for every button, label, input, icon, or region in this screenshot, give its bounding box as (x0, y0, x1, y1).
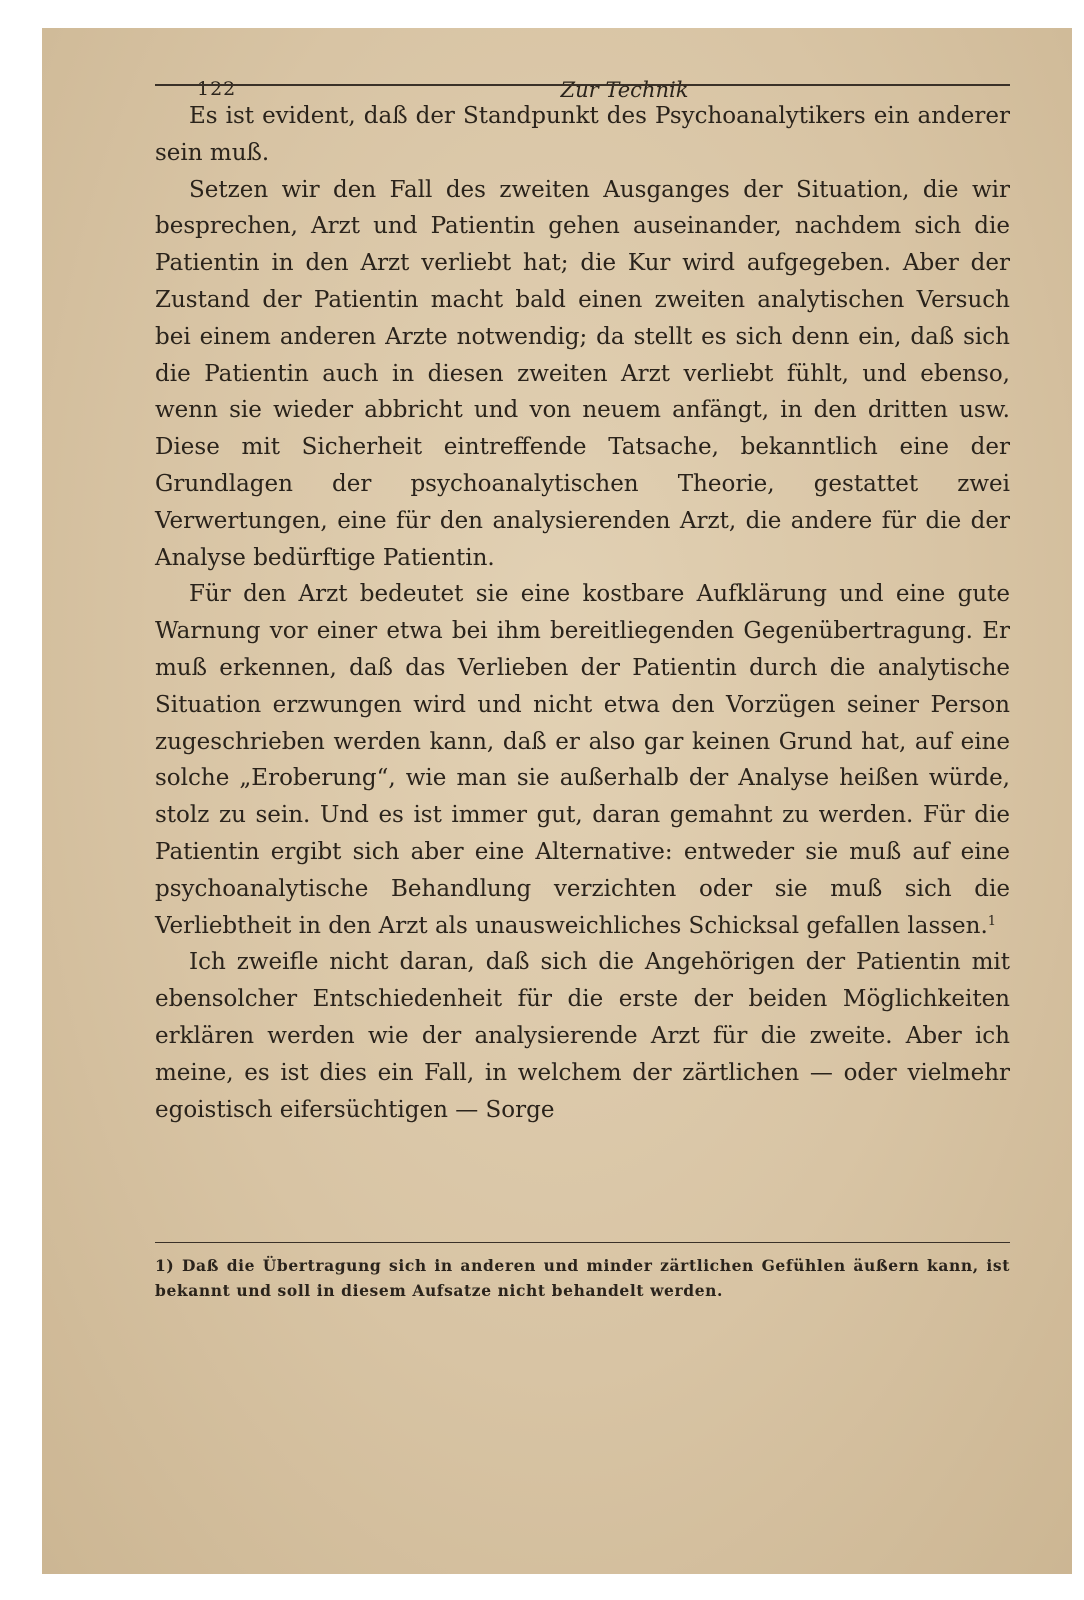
footnote-text: Daß die Übertragung sich in anderen und minder zärtlichen Gefühlen äußern kann, ist bekannt und soll in diesem Aufsatze nicht behandelt werden. (155, 1256, 1010, 1300)
paragraph-2: Setzen wir den Fall des zweiten Ausganges der Situation, die wir besprechen, Arzt und Patientin gehen auseinander, nachdem sich die Patientin in den Arzt verliebt hat; die Kur wird aufgegeben. Aber der Zustand der Patientin macht bald einen zweiten analytischen Versuch bei einem anderen Arzte notwendig; da stellt es sich denn ein, daß sich die Patientin auch in diesen zweiten Arzt verliebt fühlt, und ebenso, wenn sie wieder abbricht und von neuem anfängt, in den dritten usw. Diese mit Sicherheit eintreffende Tatsache, bekanntlich eine der Grundlagen der psychoanalytischen Theorie, gestattet zwei Verwertungen, eine für den analysierenden Arzt, die andere für die der Analyse bedürftige Patientin. (155, 176, 1010, 571)
footnote (155, 1253, 1010, 1303)
paragraph-1: Es ist evident, daß der Standpunkt des Psychoanalytikers ein anderer sein muß. (155, 103, 1010, 166)
body-text (155, 98, 1010, 1128)
paragraph-3 (155, 576, 1010, 944)
header-rule (155, 84, 1010, 86)
paragraph-3-text: Für den Arzt bedeutet sie eine kostbare Aufklärung und eine gute Warnung vor einer etwa bei ihm bereitliegenden Gegenübertragung. Er muß erkennen, daß das Verlieben der Patientin durch die analytische Situation erzwungen wird und nicht etwa den Vorzügen seiner Person zugeschrieben werden kann, daß er also gar keinen Grund hat, auf eine solche „Eroberung“, wie man sie außerhalb der Analyse heißen würde, stolz zu sein. Und es ist immer gut, daran gemahnt zu werden. Für die Patientin ergibt sich aber eine Alternative: entweder sie muß auf eine psychoanalytische Behandlung verzichten oder sie muß sich die Verliebtheit in den Arzt als unausweichliches Schicksal gefallen lassen. (155, 581, 1010, 939)
running-head: Zur Technik (560, 78, 689, 102)
footnote-rule (155, 1242, 1010, 1243)
paragraph-4: Ich zweifle nicht daran, daß sich die Angehörigen der Patientin mit ebensolcher Entschiedenheit für die erste der beiden Möglichkeiten erklären werden wie der analysierende Arzt für die zweite. Aber ich meine, es ist dies ein Fall, in welchem der zärtlichen — oder vielmehr egoistisch eifersüchtigen — Sorge (155, 949, 1010, 1123)
footnote-marker: 1) (155, 1256, 175, 1275)
footnote-reference: 1 (987, 913, 997, 929)
page-number: 122 (197, 78, 237, 100)
